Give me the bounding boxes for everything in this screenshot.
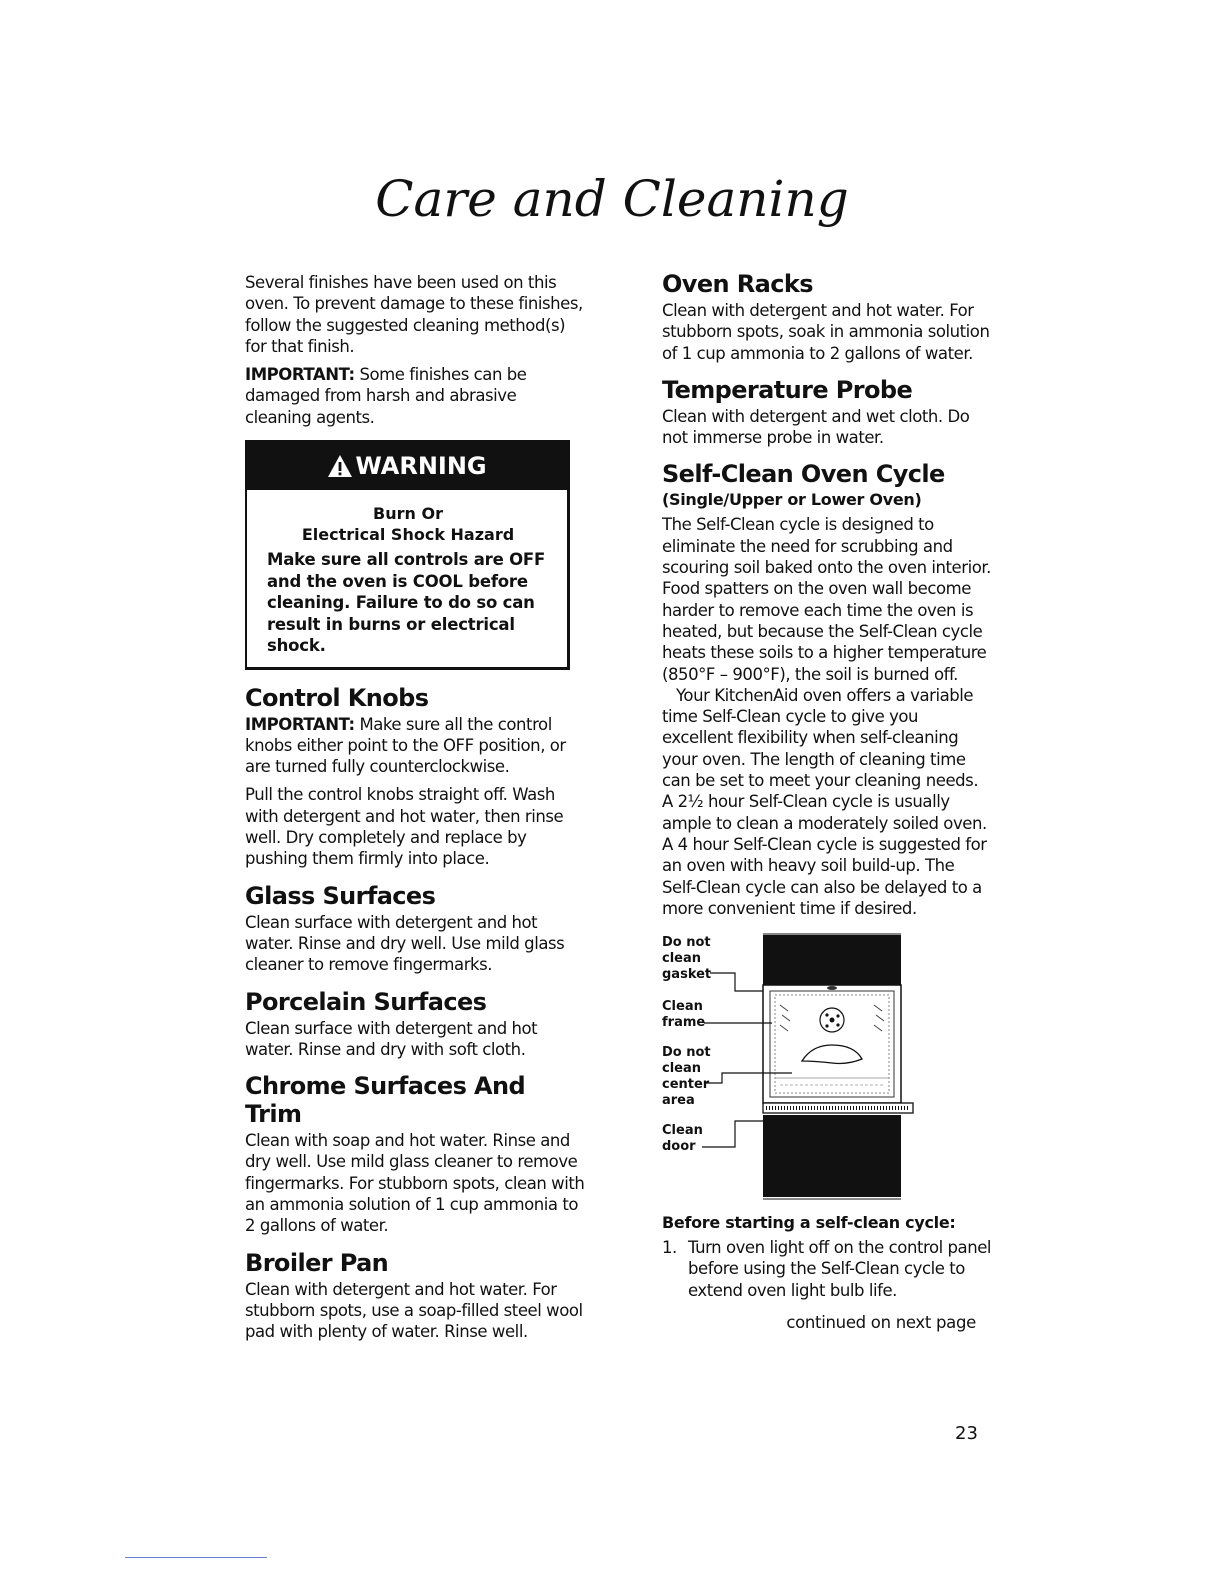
heading-porcelain-surfaces: Porcelain Surfaces: [245, 987, 487, 1016]
glass-paragraph: Clean surface with detergent and hot water. Rinse and dry well. Use mild glass cleaner to remove fingermarks.: [245, 912, 565, 975]
label-frame-line-1: Clean: [662, 999, 703, 1015]
heading-broiler-pan: Broiler Pan: [245, 1248, 389, 1277]
oven-illustration: [662, 933, 992, 1203]
warning-header: [247, 442, 567, 490]
oven-diagram: [662, 933, 992, 1203]
heading-chrome-surfaces: Chrome Surfaces And Trim: [245, 1072, 526, 1129]
self-clean-subheading: (Single/Upper or Lower Oven): [662, 490, 922, 510]
important-text: Some finishes can be damaged from harsh and abrasive cleaning agents.: [245, 365, 527, 427]
label-do-not-clean-gasket: [662, 935, 711, 983]
racks-paragraph: Clean with detergent and hot water. For stubborn spots, soak in ammonia solution of 1 cup ammonia to 2 gallons of water.: [662, 301, 990, 363]
warning-label: WARNING: [355, 452, 487, 481]
label-door-line-1: Clean: [662, 1123, 703, 1139]
before-list: [662, 1237, 992, 1301]
heading-temperature-probe: Temperature Probe: [662, 375, 913, 404]
right-column: [662, 270, 992, 1332]
warning-body: [247, 490, 567, 667]
control-knobs-important-text: Make sure all the control knobs either point to the OFF position, or are turned fully counterclockwise.: [245, 714, 566, 777]
list-item-text: Turn oven light off on the control panel before using the Self-Clean cycle to extend oven light bulb life.: [688, 1238, 992, 1300]
before-heading: Before starting a self-clean cycle:: [662, 1213, 956, 1233]
list-item: [662, 1237, 992, 1301]
self-clean-paragraph-1: The Self-Clean cycle is designed to eliminate the need for scrubbing and scouring soil baked onto the oven interior. Food spatters on the oven wall become harder to remove each time the oven is heated, but because the Self-Clean cycle heats these soils to a higher temperature (850°F – 900°F), the soil is burned off.: [662, 515, 991, 684]
self-clean-paragraph-2: Your KitchenAid oven offers a variable time Self-Clean cycle to give you excellent flexibility when self-cleaning your oven. The length of cleaning time can be set to meet your cleaning needs. A 2½ hour Self-Clean cycle is usually ample to clean a moderately soiled oven. A 4 hour Self-Clean cycle is suggested for an oven with heavy soil build-up. The Self-Clean cycle can also be delayed to a more convenient time if desired.: [662, 685, 987, 918]
page-title: Care and Cleaning: [375, 170, 849, 228]
heading-self-clean: Self-Clean Oven Cycle: [662, 460, 945, 489]
label-door-line-2: door: [662, 1139, 696, 1155]
label-do-not-clean-center: [662, 1045, 711, 1109]
left-column: [245, 272, 585, 1350]
label-clean-door: [662, 1123, 703, 1155]
probe-paragraph: Clean with detergent and wet cloth. Do not immerse probe in water.: [662, 406, 970, 448]
chrome-paragraph: Clean with soap and hot water. Rinse and dry well. Use mild glass cleaner to remove fingermarks. For stubborn spots, clean with an ammonia solution of 1 cup ammonia to 2 gallons of water.: [245, 1131, 585, 1236]
broiler-paragraph: Clean with detergent and hot water. For stubborn spots, use a soap-filled steel wool pad with plenty of water. Rinse well.: [245, 1279, 583, 1342]
control-knobs-important-label: IMPORTANT:: [245, 714, 355, 734]
hazard-line-2: Electrical Shock Hazard: [301, 525, 515, 545]
important-label: IMPORTANT:: [245, 365, 355, 385]
intro-paragraph: Several finishes have been used on this oven. To prevent damage to these finishes, follow the suggested cleaning method(s) for that finish.: [245, 273, 583, 356]
warning-box: [245, 440, 570, 670]
warning-hazard: [267, 503, 549, 545]
control-knobs-important: [245, 714, 585, 778]
porcelain-paragraph: Clean surface with detergent and hot water. Rinse and dry with soft cloth.: [245, 1018, 538, 1059]
label-gasket-line-3: gasket: [662, 967, 712, 983]
warning-triangle-icon: [327, 454, 353, 478]
control-knobs-paragraph: Pull the control knobs straight off. Wash with detergent and hot water, then rinse well. Dry completely and replace by pushing them firmly into place.: [245, 785, 564, 869]
label-frame-line-2: frame: [662, 1015, 706, 1031]
warning-text: Make sure all controls are OFF and the oven is COOL before cleaning. Failure to do so can result in burns or electrical shock.: [267, 550, 546, 656]
label-clean-frame: [662, 999, 705, 1031]
label-gasket-line-1: Do not: [662, 935, 711, 951]
continued-note: continued on next page: [786, 1313, 976, 1333]
heading-glass-surfaces: Glass Surfaces: [245, 881, 436, 910]
label-center-line-4: area: [662, 1093, 695, 1109]
label-center-line-2: clean: [662, 1061, 702, 1077]
list-item-number: 1.: [662, 1238, 677, 1258]
heading-oven-racks: Oven Racks: [662, 270, 813, 298]
footer-rule: [125, 1557, 267, 1558]
label-gasket-line-2: clean: [662, 951, 702, 967]
heading-control-knobs: Control Knobs: [245, 683, 429, 712]
important-note: [245, 364, 585, 428]
hazard-line-1: Burn Or: [373, 504, 443, 524]
label-center-line-1: Do not: [662, 1045, 711, 1061]
label-center-line-3: center: [662, 1077, 710, 1093]
page-number: 23: [955, 1423, 978, 1444]
